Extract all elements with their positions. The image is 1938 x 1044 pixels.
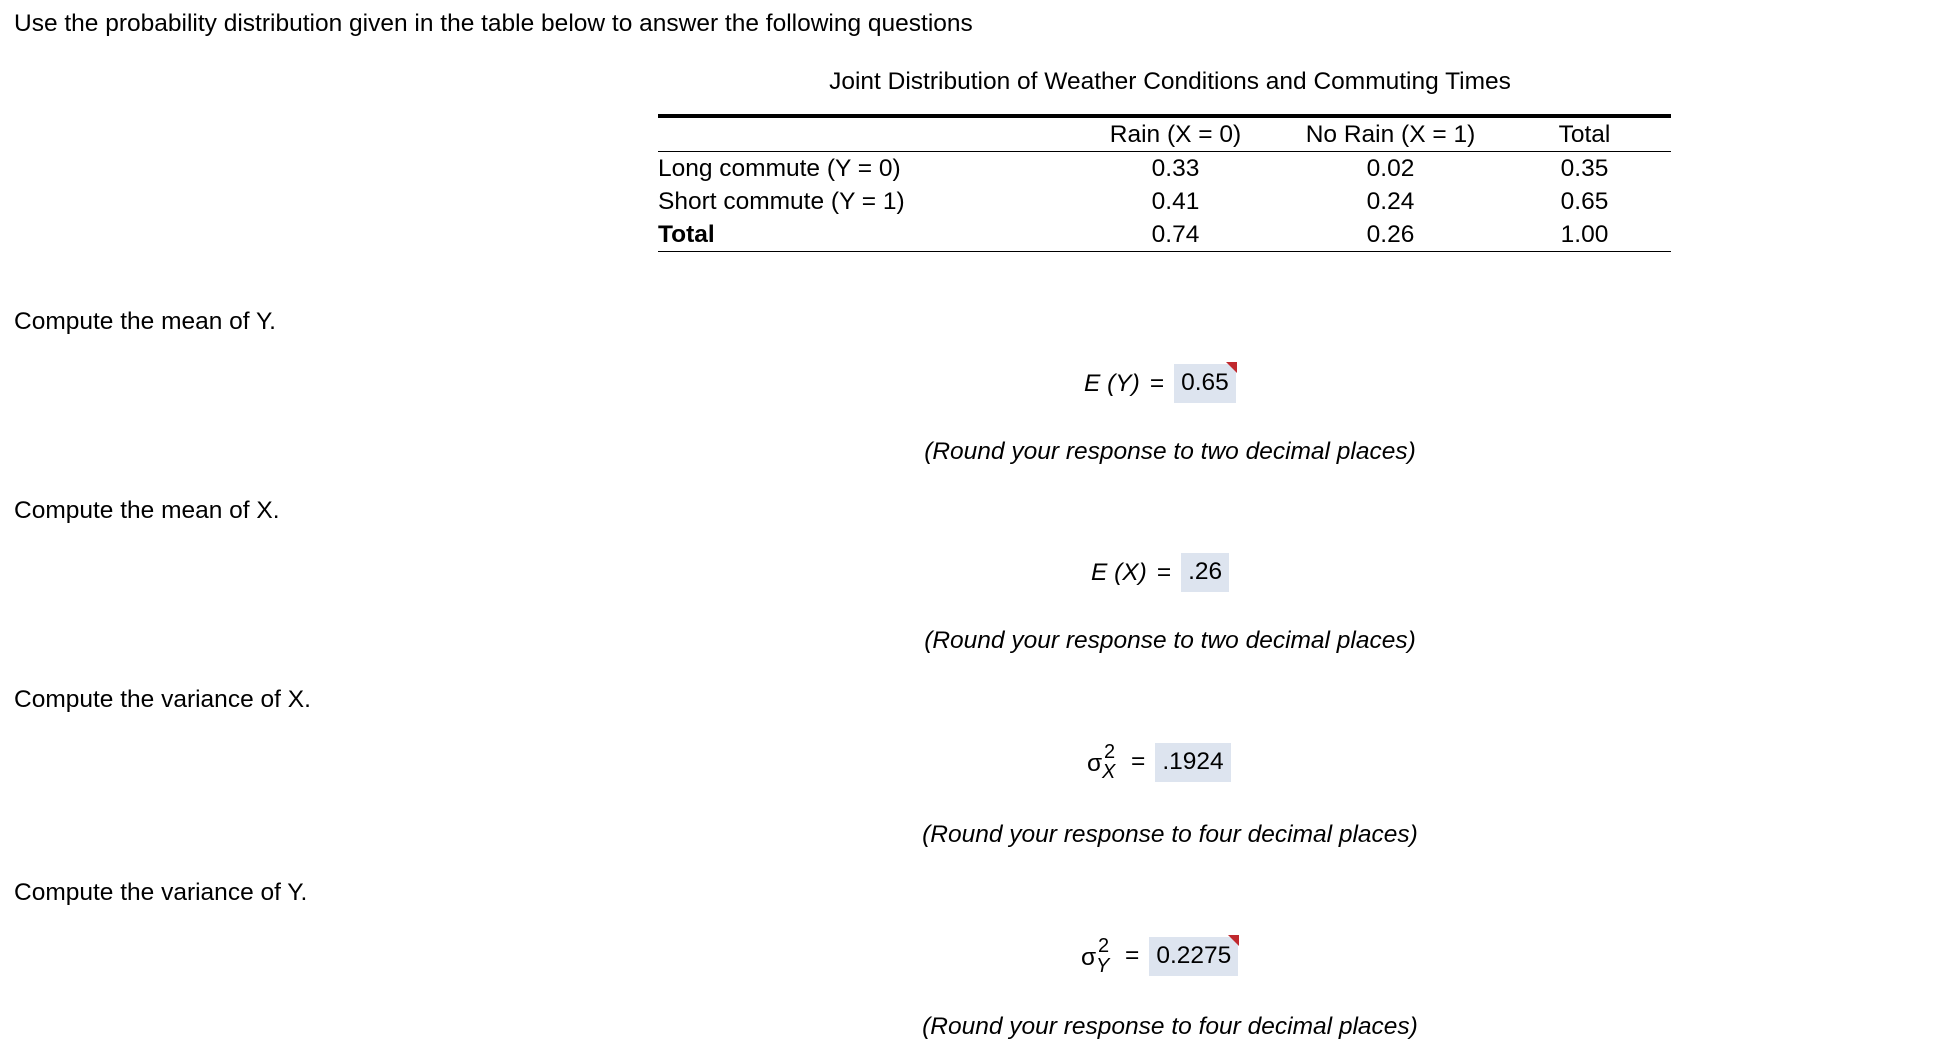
equals-sign: = [1149, 369, 1165, 397]
equals-sign: = [1131, 748, 1146, 775]
joint-distribution-table [658, 114, 1671, 252]
answer-value: .26 [1188, 558, 1223, 585]
equation-variance-x [1087, 742, 1231, 782]
incorrect-flag-icon [1226, 362, 1237, 373]
lhs-mean-y: E (Y) [1084, 369, 1140, 397]
cell-no-rain: 0.26 [1283, 218, 1498, 252]
incorrect-flag-icon [1228, 935, 1239, 946]
answer-value: 0.65 [1181, 369, 1229, 396]
sigma-y-symbol: σ 2 Y [1081, 935, 1110, 977]
row-label: Short commute (Y = 1) [658, 188, 905, 215]
cell-no-rain: 0.24 [1366, 188, 1415, 215]
table-row [658, 185, 1671, 218]
answer-field-mean-x[interactable] [1181, 553, 1229, 592]
instructions: Use the probability distribution given in the table below to answer the following questions [14, 10, 973, 37]
row-label: Total [658, 218, 1068, 252]
question-variance-y: Compute the variance of Y. [14, 879, 308, 906]
cell-total: 1.00 [1498, 218, 1671, 252]
cell-total: 0.65 [1560, 188, 1609, 215]
header-rain: Rain (X = 0) [1068, 116, 1283, 152]
lhs-mean-x: E (X) [1091, 558, 1147, 586]
hint-mean-x: (Round your response to two decimal places) [924, 627, 1416, 654]
equation-mean-y [1084, 364, 1236, 403]
hint-mean-y: (Round your response to two decimal places) [924, 438, 1416, 465]
answer-field-mean-y[interactable] [1174, 364, 1236, 403]
row-label: Long commute (Y = 0) [658, 155, 901, 182]
table-header-row [658, 116, 1671, 152]
answer-value: 0.2275 [1156, 941, 1232, 969]
cell-rain: 0.41 [1151, 188, 1200, 215]
question-variance-x: Compute the variance of X. [14, 686, 311, 713]
equals-sign: = [1156, 558, 1172, 586]
cell-total: 0.35 [1560, 155, 1609, 182]
question-mean-x: Compute the mean of X. [14, 497, 280, 524]
cell-rain: 0.33 [1151, 155, 1200, 182]
equation-mean-x [1091, 553, 1229, 592]
equals-sign: = [1125, 942, 1140, 969]
answer-field-variance-y[interactable] [1149, 937, 1238, 976]
answer-field-variance-x[interactable] [1155, 743, 1230, 782]
cell-no-rain: 0.02 [1366, 155, 1415, 182]
header-total: Total [1498, 116, 1671, 152]
hint-variance-y: (Round your response to four decimal places) [922, 1013, 1418, 1040]
question-mean-y: Compute the mean of Y. [14, 308, 276, 335]
equation-variance-y [1081, 936, 1238, 976]
hint-variance-x: (Round your response to four decimal places) [922, 821, 1418, 848]
table-row [658, 152, 1671, 186]
answer-value: .1924 [1162, 747, 1224, 775]
header-blank [658, 116, 1068, 152]
sigma-x-symbol: σ 2 X [1087, 741, 1116, 783]
cell-rain: 0.74 [1068, 218, 1283, 252]
table-title: Joint Distribution of Weather Conditions and Commuting Times [829, 68, 1511, 95]
table-row-total [658, 218, 1671, 252]
header-no-rain: No Rain (X = 1) [1283, 116, 1498, 152]
